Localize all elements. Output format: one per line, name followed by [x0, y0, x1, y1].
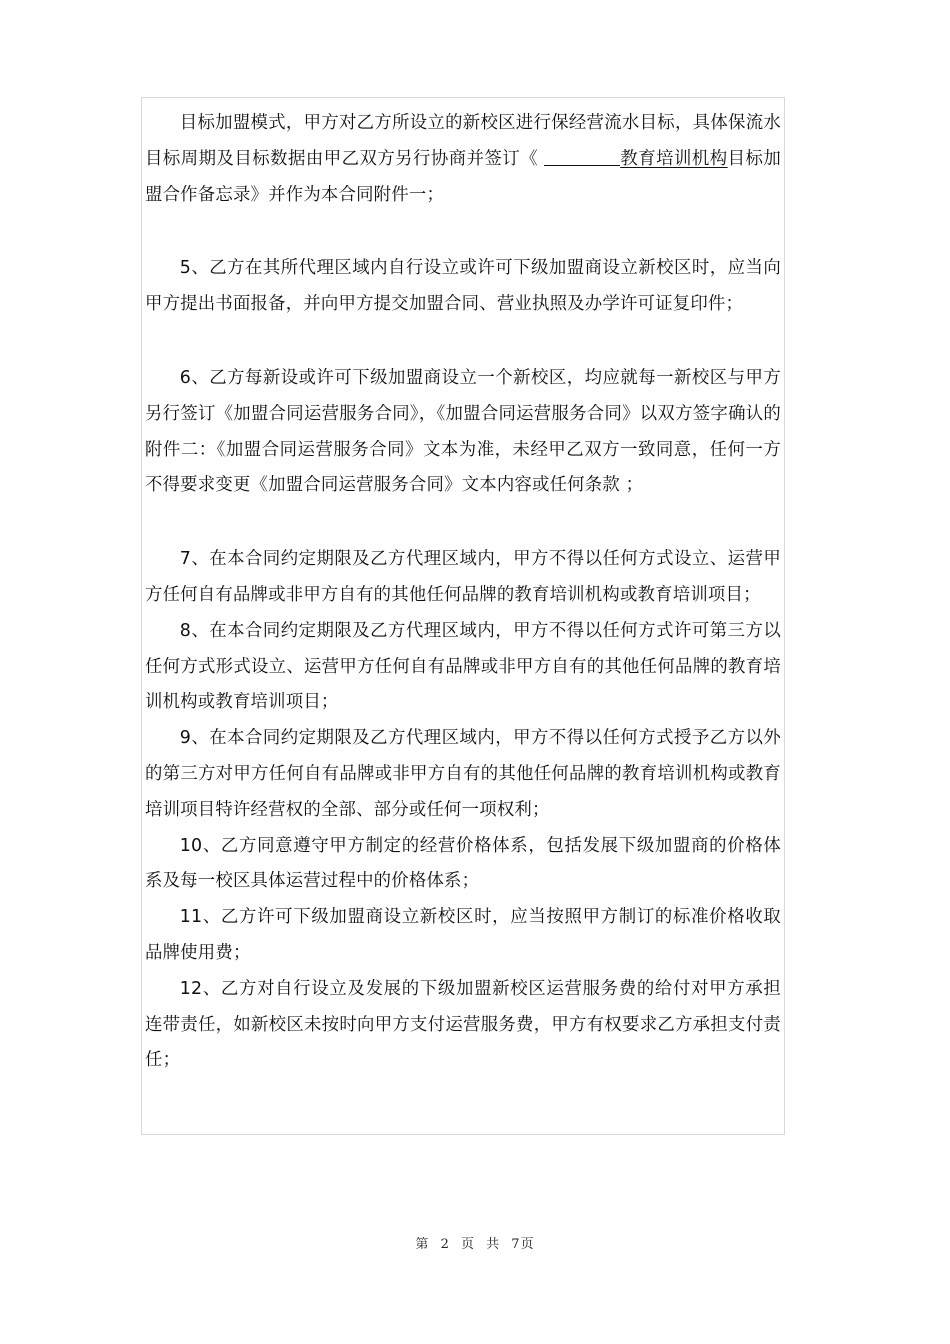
footer-label-ye: 页: [460, 1237, 475, 1252]
clause-8: 8、在本合同约定期限及乙方代理区域内，甲方不得以任何方式许可第三方以任何方式形式设立、运营甲方任何自有品牌或非甲方自有的其他任何品牌的教育培训机构或教育培训项目；: [145, 620, 781, 713]
contract-body: [145, 106, 781, 1079]
underlined-text: 教育培训机构: [620, 148, 728, 169]
page-footer: [0, 1233, 950, 1252]
intro-text-end: 目标加盟合作备忘录》并作为本合同附件一；: [145, 148, 782, 205]
clause-11: 11、乙方许可下级加盟商设立新校区时，应当按照甲方制订的标准价格收取品牌使用费；: [145, 907, 781, 963]
footer-total-pages: 7页: [511, 1237, 535, 1252]
clause-12: 12、乙方对自行设立及发展的下级加盟新校区运营服务费的给付对甲方承担连带责任，如新校区未按时向甲方支付运营服务费，甲方有权要求乙方承担支付责任；: [145, 978, 781, 1071]
footer-page-number: 2: [440, 1237, 450, 1252]
footer-label-di: 第: [415, 1237, 430, 1252]
blank-underline: [544, 145, 620, 166]
clause-10: 10、乙方同意遵守甲方制定的经营价格体系，包括发展下级加盟商的价格体系及每一校区具体运营过程中的价格体系；: [145, 835, 781, 892]
clause-9: 9、在本合同约定期限及乙方代理区域内，甲方不得以任何方式授予乙方以外的第三方对甲方任何自有品牌或非甲方自有的其他任何品牌的教育培训机构或教育培训项目特许经营权的全部、部分或任何一项权利；: [145, 728, 781, 820]
footer-label-gong: 共: [486, 1237, 501, 1252]
clause-6: 6、乙方每新设或许可下级加盟商设立一个新校区，均应就每一新校区与甲方另行签订《加盟合同运营服务合同》，《加盟合同运营服务合同》以双方签字确认的附件二：《加盟合同运营服务合同》文本为准，未经甲乙双方一致同意，任何一方不得要求变更《加盟合同运营服务合同》文本内容或任何条款 ；: [145, 367, 781, 496]
paragraph-intro: [145, 106, 781, 213]
intro-text: 目标加盟模式，甲方对乙方所设立的新校区进行保经营流水目标，具体保流水目标周期及目标数据由甲乙双方另行协商并签订《: [145, 113, 781, 169]
clause-5: 5、乙方在其所代理区域内自行设立或许可下级加盟商设立新校区时，应当向甲方提出书面报备，并向甲方提交加盟合同、营业执照及办学许可证复印件；: [145, 258, 781, 315]
clause-7: 7、在本合同约定期限及乙方代理区域内，甲方不得以任何方式设立、运营甲方任何自有品牌或非甲方自有的其他任何品牌的教育培训机构或教育培训项目；: [145, 549, 781, 605]
